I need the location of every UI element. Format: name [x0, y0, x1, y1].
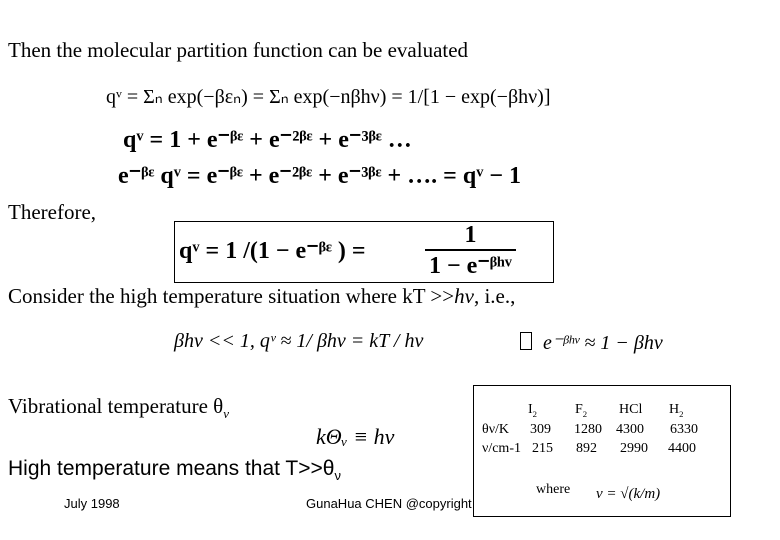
header-hcl: HCl — [619, 402, 643, 417]
high-temperature-lead: Consider the high temperature situation where kT >> — [8, 284, 455, 308]
header-f2: $F_2$ — [575, 402, 588, 419]
vibrational-temperature-label: Vibrational temperature θ — [8, 394, 224, 418]
multiplied-series-equation: e⁻ᵝᵋ qᵛ = e⁻ᵝᵋ + e⁻²ᵝᵋ + e⁻³ᵝᵋ + …. = qᵛ − 1 — [118, 163, 522, 189]
approximation-equation: βhν << 1, qᵛ ≈ 1/ βhν = kT / hν — [174, 330, 424, 352]
fraction-denominator: 1 − e⁻ᵝʰᵛ — [425, 249, 516, 280]
row1-cell: 6330 — [670, 422, 698, 437]
row2-cell: 215 — [532, 441, 553, 456]
high-temperature-condition — [8, 457, 341, 483]
placeholder-glyph-icon — [520, 332, 532, 350]
frequency-formula: ν = √(k/m) — [596, 486, 661, 502]
condition-subscript: ν — [334, 468, 341, 484]
row1-cell: 1280 — [574, 422, 602, 437]
high-temperature-text — [8, 284, 515, 309]
therefore-text: Therefore, — [8, 200, 97, 224]
row2-cell: 2990 — [620, 441, 648, 456]
footer-author: GunaHua CHEN @copyright — [306, 496, 472, 511]
row2-label: ν/cm-1 — [482, 441, 521, 456]
intro-text: Then the molecular partition function can be evaluated — [8, 38, 469, 62]
row1-label: θν/K — [482, 422, 510, 437]
vibrational-temperature-text — [8, 394, 229, 422]
vibrational-data-table — [473, 385, 731, 517]
partition-sum-equation: qᵛ = Σₙ exp(−βεₙ) = Σₙ exp(−nβhν) = 1/[1 − exp(−βhν)] — [106, 86, 551, 108]
result-fraction — [425, 222, 516, 280]
result-box — [174, 221, 554, 283]
result-left: qᵛ = 1 /(1 − e⁻ᵝᵋ ) = — [179, 238, 366, 264]
row1-cell: 4300 — [616, 422, 644, 437]
footer-date: July 1998 — [64, 496, 120, 511]
vibrational-subscript: ν — [223, 406, 229, 422]
where-label: where — [536, 482, 571, 497]
header-h2: $H_2$ — [669, 402, 684, 419]
vibrational-temperature-equation: kΘᵥ ≡ hν — [316, 424, 395, 449]
high-temperature-condition-label: High temperature means that T>>θ — [8, 457, 335, 480]
row2-cell: 892 — [576, 441, 597, 456]
row1-cell: 309 — [530, 422, 551, 437]
high-temperature-end: , i.e., — [473, 284, 516, 308]
exponential-approximation: e⁻ᵝʰᵛ ≈ 1 − βhν — [543, 332, 663, 354]
h-nu: hν — [454, 284, 474, 308]
series-expansion-equation: qᵛ = 1 + e⁻ᵝᵋ + e⁻²ᵝᵋ + e⁻³ᵝᵋ … — [123, 127, 412, 153]
row2-cell: 4400 — [668, 441, 696, 456]
fraction-numerator: 1 — [464, 222, 477, 248]
header-i2: $I_2$ — [528, 402, 538, 419]
